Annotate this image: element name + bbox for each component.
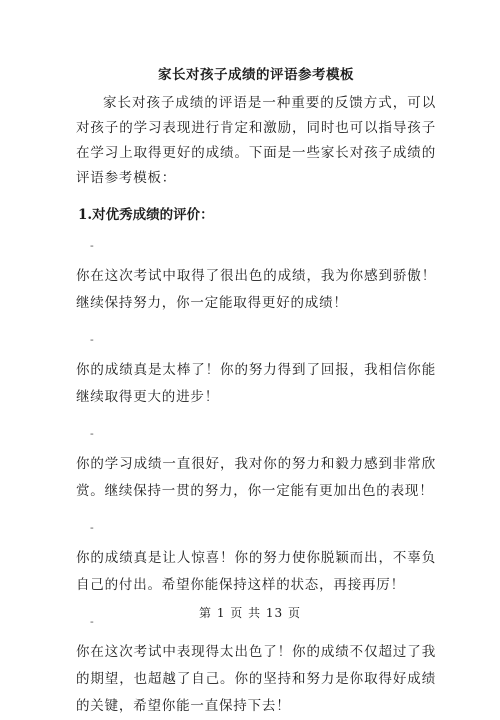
comment-paragraph: 你的成绩真是太棒了！你的努力得到了回报，我相信你能继续取得更大的进步！	[76, 362, 436, 405]
comment-paragraph: 你的学习成绩一直很好，我对你的努力和毅力感到非常欣赏。继续保持一贯的努力，你一定能有更加出色的表现！	[76, 456, 436, 499]
comment-paragraph: 你在这次考试中表现得太出色了！你的成绩不仅超过了我的期望，也超越了自己。你的坚持和努力是你取得好成绩的关键，希望你能一直保持下去！	[76, 644, 436, 714]
comment-paragraph: 你在这次考试中取得了很出色的成绩，我为你感到骄傲！继续保持努力，你一定能取得更好的成绩！	[76, 268, 436, 311]
bullet-dash: -	[90, 239, 94, 252]
bullet-dash: -	[90, 333, 94, 346]
bullet-dash: -	[90, 427, 94, 440]
intro-paragraph: 家长对孩子成绩的评语是一种重要的反馈方式，可以对孩子的学习表现进行肯定和激励，同时也可以指导孩子在学习上取得更好的成绩。下面是一些家长对孩子成绩的评语参考模板：	[76, 95, 436, 186]
document-title: 家长对孩子成绩的评语参考模板	[158, 67, 354, 83]
section-heading: 1.对优秀成绩的评价：	[78, 207, 214, 223]
bullet-dash: -	[90, 615, 94, 628]
bullet-dash: -	[90, 521, 94, 534]
comment-paragraph: 你的成绩真是让人惊喜！你的努力使你脱颖而出，不辜负自己的付出。希望你能保持这样的状态，再接再厉！	[76, 550, 436, 593]
page-number: 第 1 页 共 13 页	[199, 606, 301, 620]
